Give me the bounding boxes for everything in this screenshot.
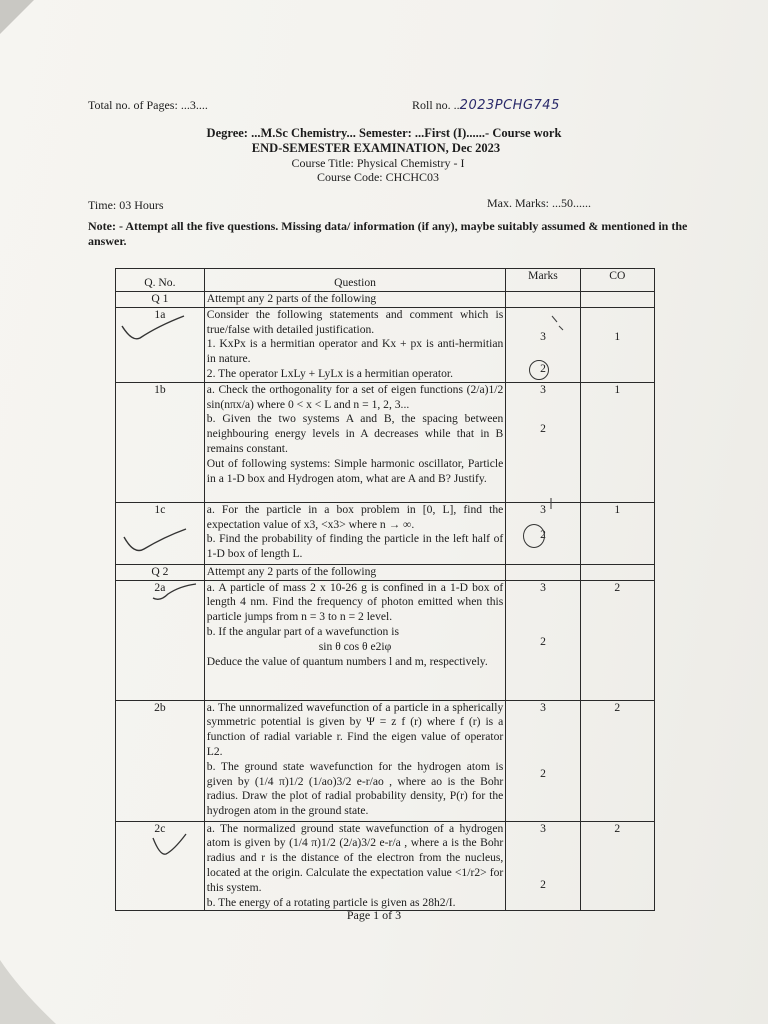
note-line-2: mentioned in the answer. xyxy=(88,219,688,248)
question-1b xyxy=(204,382,506,502)
col-qno: Q. No. xyxy=(116,269,205,292)
q2-instruction: Attempt any 2 parts of the following xyxy=(204,564,506,580)
checkmark-icon xyxy=(150,830,190,860)
marks-2b-a: 3 xyxy=(540,700,546,714)
marks-2c-a: 3 xyxy=(540,821,546,835)
question-1a-line: Consider the following statements and comment which is true/false with detailed justification. xyxy=(206,307,504,336)
degree-line: Degree: ...M.Sc Chemistry... Semester: ...First (I)......- Course work xyxy=(206,126,562,140)
question-2a-line: Deduce the value of quantum numbers l and m, respectively. xyxy=(206,654,488,668)
checkmark-icon xyxy=(150,580,200,606)
exam-time: Time: 03 Hours xyxy=(88,198,164,212)
max-marks: Max. Marks: ...50...... xyxy=(487,196,591,210)
qno-1b: 1b xyxy=(116,382,205,502)
col-marks: Marks xyxy=(506,269,580,292)
question-1b-line: Out of following systems: Simple harmonic oscillator, Particle in a 1-D box and Hydrogen atom, what are A and B? Justify. xyxy=(206,456,504,485)
marks-2a-a: 3 xyxy=(540,580,546,594)
circled-mark-icon xyxy=(529,360,549,380)
question-2a-line: b. If the angular part of a wavefunction is xyxy=(206,624,399,638)
table-row xyxy=(116,382,655,502)
table-row xyxy=(116,307,655,382)
roll-handwritten: 2023PCHG745 xyxy=(459,98,560,113)
checkmark-icon xyxy=(120,525,190,559)
note-line-1: Note: - Attempt all the five questions. Missing data/ information (if any), maybe suitably assumed & xyxy=(88,219,599,233)
page-number: Page 1 of 3 xyxy=(346,908,402,922)
marks-2a xyxy=(506,580,580,700)
marks-1c-b: 2 xyxy=(540,527,546,541)
total-pages: Total no. of Pages: ...3.... xyxy=(88,98,208,112)
pencil-mark-icon xyxy=(548,312,568,332)
co-2a: 2 xyxy=(580,580,654,700)
scan-corner-icon xyxy=(0,0,40,40)
qno-1a: 1a xyxy=(116,307,205,382)
question-1a-line: 2. The operator LxLy + LyLx is a hermitian operator. xyxy=(206,366,453,380)
question-1a xyxy=(204,307,506,382)
qno-2a: 2a xyxy=(116,580,205,700)
qno-1c: 1c xyxy=(116,502,205,564)
question-2a xyxy=(204,580,506,700)
question-1b-line: b. Given the two systems A and B, the spacing between neighbouring energy levels in A decreases while that in B remains constant. xyxy=(206,412,504,455)
marks-1b xyxy=(506,382,580,502)
question-1c-line: b. Find the probability of finding the particle in the left half of 1-D box of length L. xyxy=(206,532,504,561)
table-header-row xyxy=(116,269,655,292)
table-row xyxy=(116,502,655,564)
co-1b: 1 xyxy=(580,382,654,502)
marks-1b-b: 2 xyxy=(540,421,546,435)
co-1c: 1 xyxy=(580,502,654,564)
co-2b: 2 xyxy=(580,700,654,821)
roll-label: Roll no. .. xyxy=(412,98,460,112)
question-2b xyxy=(204,700,506,821)
marks-2b xyxy=(506,700,580,821)
table-row xyxy=(116,700,655,821)
q1-label: Q 1 xyxy=(116,292,205,308)
question-1b-line: a. Check the orthogonality for a set of eigen functions (2/a)1/2 sin(nπx/a) where 0 < x < L and n = 1, 2, 3... xyxy=(206,382,504,411)
co-1a xyxy=(580,307,654,382)
course-title: Course Title: Physical Chemistry - I xyxy=(291,156,465,170)
marks-1a-b: 2 xyxy=(540,361,546,375)
roll-number xyxy=(412,98,560,113)
section-row-q2 xyxy=(116,564,655,580)
question-2c-line: b. The energy of a rotating particle is given as 28h2/I. xyxy=(206,895,456,909)
question-1a-line: 1. KxPx is a hermitian operator and Kx + px is anti-hermitian in nature. xyxy=(206,337,504,366)
course-code: Course Code: CHCHC03 xyxy=(316,170,439,184)
section-row-q1 xyxy=(116,292,655,308)
circled-mark-icon xyxy=(523,524,545,548)
exam-title: END-SEMESTER EXAMINATION, Dec 2023 xyxy=(251,141,501,155)
marks-1b-a: 3 xyxy=(540,382,546,396)
q1-instruction: Attempt any 2 parts of the following xyxy=(204,292,506,308)
question-1c-line: a. For the particle in a box problem in [0, L], find the expectation value of x3, <x3> where n → ∞. xyxy=(206,502,504,531)
marks-2c-b: 2 xyxy=(540,878,546,892)
table-row xyxy=(116,821,655,911)
instructions-note xyxy=(88,219,693,249)
qno-2b: 2b xyxy=(116,700,205,821)
question-2b-line: b. The ground state wavefunction for the hydrogen atom is given by (1/4 π)1/2 (1/ao)3/2 e-r/ao , where ao is the Bohr radius. Draw the plot of radial probability density, P(r) for the hydrogen atom in the ground state. xyxy=(206,759,504,818)
question-2a-line: a. A particle of mass 2 x 10-26 g is confined in a 1-D box of length 4 nm. Find the frequency of photon emitted when this particle jumps from n = 3 to n = 2 level. xyxy=(206,580,504,624)
question-2a-formula: sin θ cos θ e2iφ xyxy=(318,639,392,653)
co-2c: 2 xyxy=(580,821,654,911)
co-1a-value: 1 xyxy=(614,329,621,343)
scan-corner-icon xyxy=(0,950,60,1024)
marks-2b-b: 2 xyxy=(540,767,546,781)
question-2b-line: a. The unnormalized wavefunction of a particle in a spherically symmetric potential is given by Ψ = z f (r) where f (r) is a function of radial variable r. Find the eigen value of operator L2. xyxy=(206,700,504,758)
question-1c xyxy=(204,502,506,564)
marks-2c xyxy=(506,821,580,911)
checkmark-icon xyxy=(118,312,188,346)
marks-1a-a: 3 xyxy=(540,329,546,343)
col-co: CO xyxy=(580,269,654,292)
marks-1c-a: 3 xyxy=(540,502,546,516)
pencil-mark-icon xyxy=(547,497,555,511)
marks-2a-b: 2 xyxy=(540,635,546,649)
question-2c-line: a. The normalized ground state wavefunction of a hydrogen atom is given by (1/4 π)1/2 (2/a)3/2 e-r/a , where a is the Bohr radius and r is the distance of the electron from the nucleus, located at the origin. Calculate the expectation value <1/r2> for this system. xyxy=(206,821,504,894)
col-question: Question xyxy=(204,269,506,292)
qno-2c: 2c xyxy=(116,821,205,911)
question-2c xyxy=(204,821,506,911)
q2-label: Q 2 xyxy=(116,564,205,580)
